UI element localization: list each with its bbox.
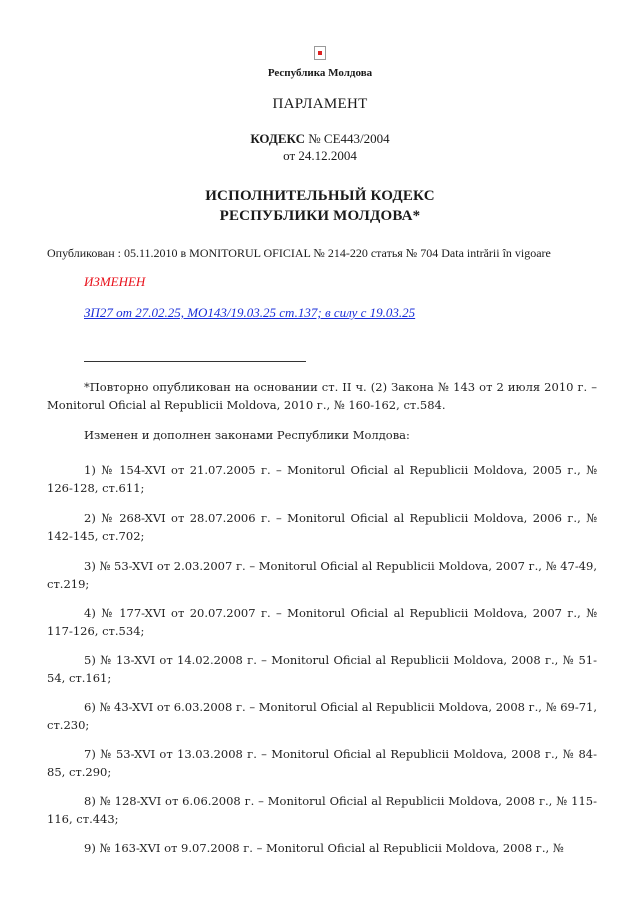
title-line-1: ИСПОЛНИТЕЛЬНЫЙ КОДЕКС — [205, 188, 435, 204]
amendment-item: 7) № 53-XVI от 13.03.2008 г. – Monitorul Oficial al Republicii Moldova, 2008 г., № 84-85, ст.290; — [47, 747, 597, 779]
document-title — [0, 186, 640, 226]
publication-info: Опубликован : 05.11.2010 в MONITORUL OFICIAL № 214-220 статья № 704 Data intrării în vigoare — [47, 246, 551, 260]
footnote-text: *Повторно опубликован на основании ст. II ч. (2) Закона № 143 от 2 июля 2010 г. – Monitorul Oficial al Republicii Moldova, 2010 г., № 160-162, ст.584. — [47, 380, 597, 412]
title-line-2: РЕСПУБЛИКИ МОЛДОВА* — [219, 208, 421, 224]
amendment-item: 3) № 53-XVI от 2.03.2007 г. – Monitorul Oficial al Republicii Moldova, 2007 г., № 47-49, ст.219; — [47, 559, 597, 591]
country-name: Республика Молдова — [267, 67, 373, 79]
amendment-item: 1) № 154-XVI от 21.07.2005 г. – Monitorul Oficial al Republicii Moldova, 2005 г., № 126-128, ст.611; — [47, 463, 597, 495]
amendment-item: 6) № 43-XVI от 6.03.2008 г. – Monitorul Oficial al Republicii Moldova, 2008 г., № 69-71, ст.230; — [47, 700, 597, 732]
code-label: КОДЕКС — [250, 131, 306, 146]
code-reference — [0, 130, 640, 164]
amended-intro: Изменен и дополнен законами Республики Молдова: — [84, 428, 410, 442]
code-date: от 24.12.2004 — [283, 148, 357, 163]
amendment-item: 9) № 163-XVI от 9.07.2008 г. – Monitorul Oficial al Republicii Moldova, 2008 г., № — [84, 841, 564, 855]
amendment-item: 5) № 13-XVI от 14.02.2008 г. – Monitorul Oficial al Republicii Moldova, 2008 г., № 51-54, ст.161; — [47, 653, 597, 685]
modification-link[interactable]: ЗП27 от 27.02.25, МО143/19.03.25 ст.137; в силу с 19.03.25 — [84, 305, 416, 320]
footnote-divider — [84, 361, 306, 362]
modified-label: ИЗМЕНЕН — [84, 274, 146, 289]
amendment-item: 8) № 128-XVI от 6.06.2008 г. – Monitorul Oficial al Republicii Moldova, 2008 г., № 115-116, ст.443; — [47, 794, 597, 826]
institution-name: ПАРЛАМЕНТ — [272, 96, 368, 112]
amendment-item: 2) № 268-XVI от 28.07.2006 г. – Monitorul Oficial al Republicii Moldova, 2006 г., № 142-145, ст.702; — [47, 511, 597, 543]
logo-container — [0, 45, 640, 61]
amendment-item: 4) № 177-XVI от 20.07.2007 г. – Monitorul Oficial al Republicii Moldova, 2007 г., № 117-126, ст.534; — [47, 606, 597, 638]
broken-image-icon — [314, 46, 326, 60]
code-number: № CE443/2004 — [308, 131, 390, 146]
